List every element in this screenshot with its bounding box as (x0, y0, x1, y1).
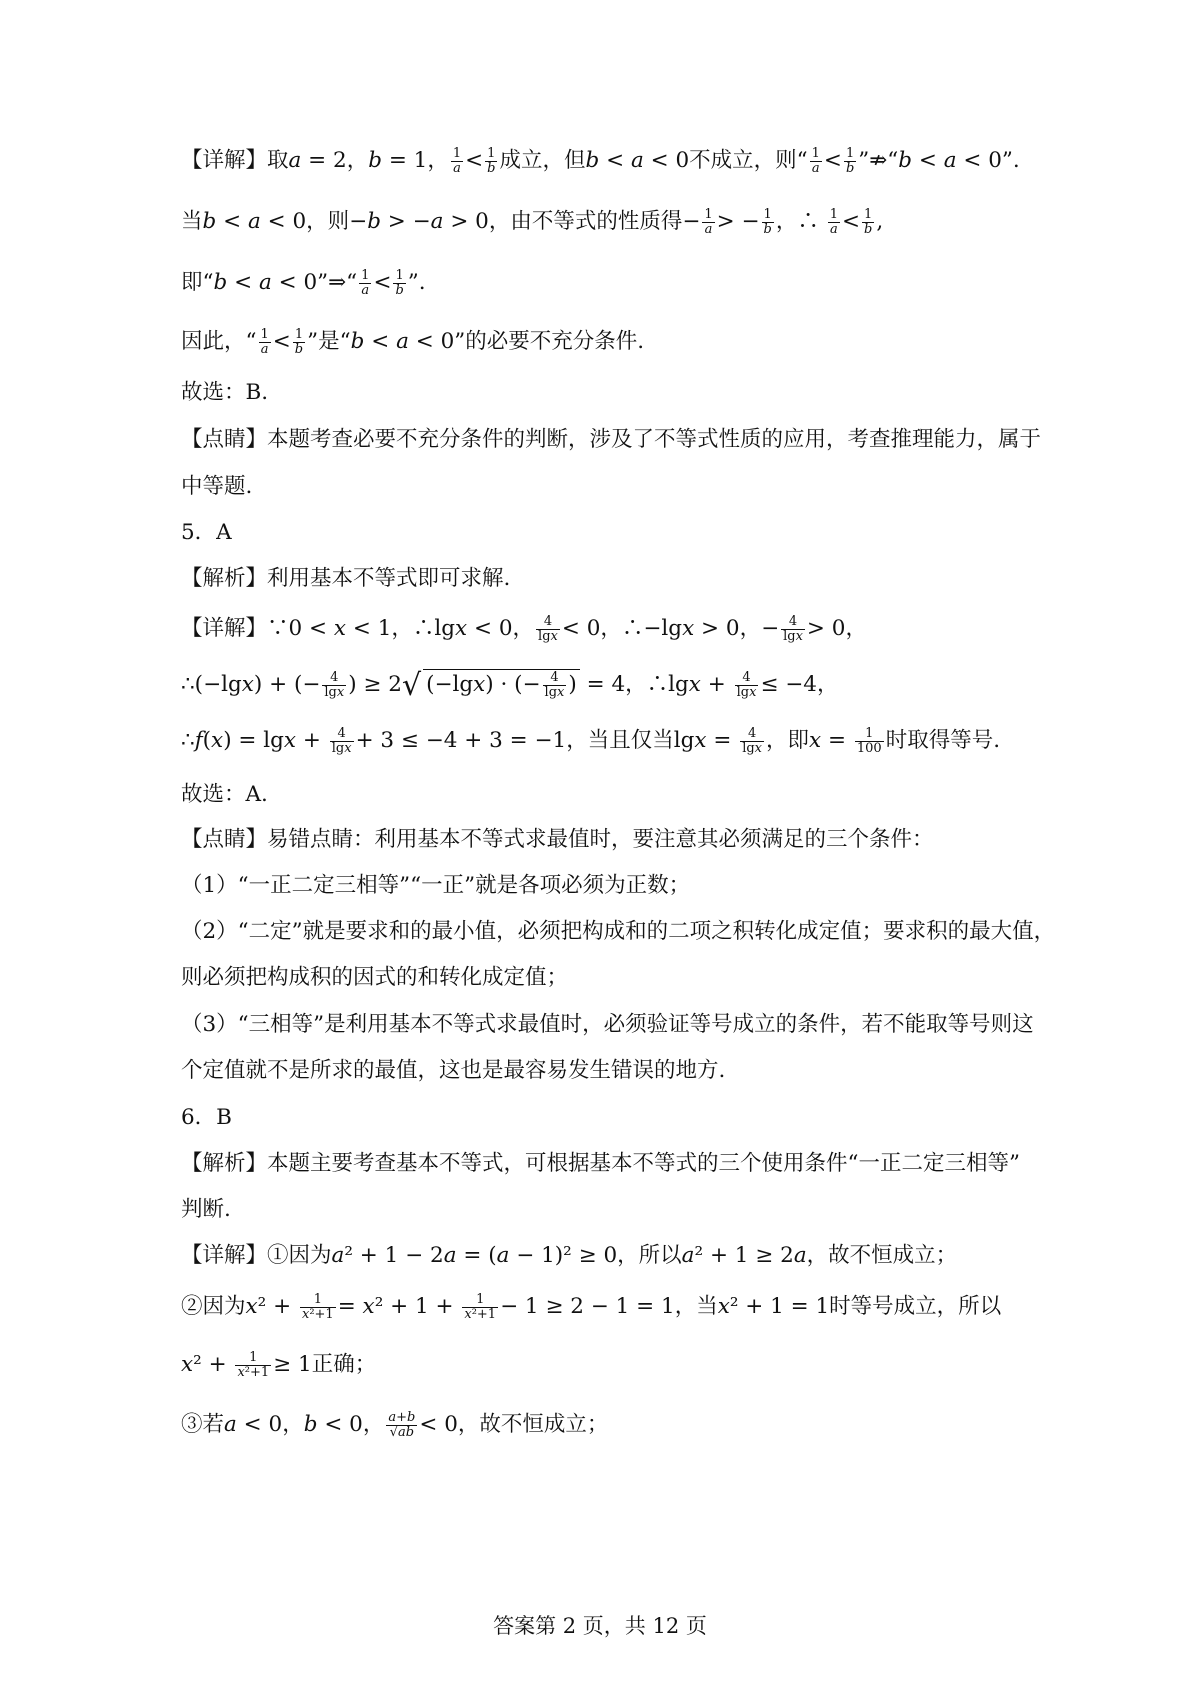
text-line: 【详解】∵0 < x < 1，∴lgx < 0， $\frac{4}{\lg x}$ < 0，∴−lgx > 0，− $\frac{4}{\lg x}$ > 0， (181, 613, 867, 644)
text-line: 个定值就不是所求的最值，这也是最容易发生错误的地方. (181, 1058, 726, 1083)
text-line: （2）“二定”就是要求和的最小值，必须把构成和的二项之积转化成定值；要求积的最大值， (181, 919, 1056, 944)
text-line: 则必须把构成积的因式的和转化成定值； (181, 965, 569, 990)
text-line: （1）“一正二定三相等”“一正”就是各项必须为正数； (181, 873, 691, 898)
text-line: ②因为x² + $\frac{1}{\text{x²+1}}$ = x² + 1 + $\frac{1}{\text{x²+1}}$ − 1 ≥ 2 − 1 = 1，当x² + 1 = 1时等号成立，所以 (181, 1291, 1002, 1322)
text-line: 当b < a < 0，则−b > −a > 0，由不等式的性质得− $\frac{1}{a}$ > − $\frac{1}{b}$ ，∴ $\frac{1}{a}$ < $\frac{1}{b}$ , (181, 206, 884, 237)
text-line: 故选：A. (181, 782, 268, 807)
text-line: 即“b < a < 0”⇒“ $\frac{1}{a}$ < $\frac{1}{b}$ ”. (181, 267, 426, 298)
question-number: 6．B (181, 1105, 232, 1130)
text-line: ∴f(x) = lgx + $\frac{4}{\lg x}$ + 3 ≤ −4 + 3 = −1，当且仅当lgx = $\frac{4}{\lg x}$ ，即x = $\frac{1}{100}$ 时取得等号. (181, 725, 1001, 756)
text-line: 判断. (181, 1197, 231, 1222)
text-line: x² + $\frac{1}{\text{x²+1}}$ ≥ 1正确； (181, 1349, 377, 1380)
text-line: （3）“三相等”是利用基本不等式求最值时，必须验证等号成立的条件，若不能取等号则这 (181, 1012, 1034, 1037)
text-line: 【详解】①因为a² + 1 − 2a = (a − 1)² ≥ 0，所以a² + 1 ≥ 2a，故不恒成立； (181, 1243, 958, 1268)
text-line: 【解析】利用基本不等式即可求解. (181, 566, 511, 591)
text-line: 【详解】取a = 2，b = 1， $\frac{1}{a}$ < $\frac{1}{b}$ 成立，但b < a < 0不成立，则“ $\frac{1}{a}$ < $\frac{1}{b}$ ”⇏“b < a < 0”. (181, 145, 1020, 176)
text-line: ∴(−lgx) + (− $\frac{4}{\lg x}$ ) ≥ 2√ (−lgx) · (− $\frac{4}{\lg x}$ ) = 4，∴lgx + $\frac{4}{\lg x}$ ≤ −4， (181, 668, 839, 703)
text-line: 因此，“ $\frac{1}{a}$ < $\frac{1}{b}$ ”是“b < a < 0”的必要不充分条件. (181, 326, 645, 357)
text-line: 中等题. (181, 474, 253, 499)
text-line: 故选：B. (181, 380, 269, 405)
text-line: ③若a < 0，b < 0， $\frac{a+b}{√ab}$ < 0，故不恒成立； (181, 1409, 609, 1440)
page-footer: 答案第 2 页，共 12 页 (493, 1614, 707, 1638)
text-line: 【解析】本题主要考查基本不等式，可根据基本不等式的三个使用条件“一正二定三相等” (181, 1151, 1020, 1176)
text-line: 【点睛】易错点睛：利用基本不等式求最值时，要注意其必须满足的三个条件： (181, 827, 934, 852)
question-number: 5．A (181, 520, 232, 545)
text-line: 【点睛】本题考查必要不充分条件的判断，涉及了不等式性质的应用，考查推理能力，属于 (181, 427, 1042, 452)
